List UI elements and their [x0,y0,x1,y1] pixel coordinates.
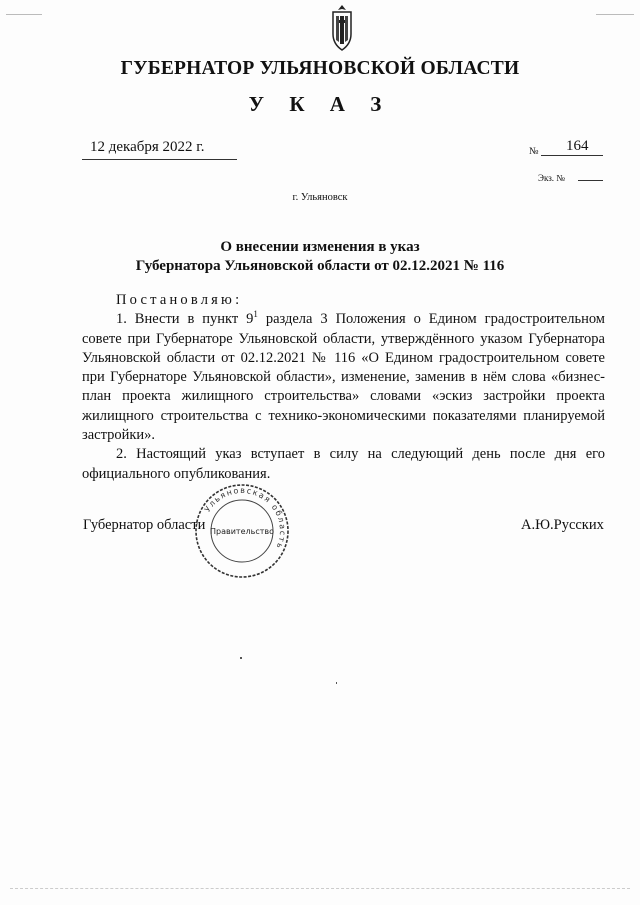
body-text [82,291,605,484]
city: г. Ульяновск [292,192,348,203]
svg-text:Ульяновская область [203,486,287,551]
paragraph-1-superscript: 1 [253,309,258,320]
coat-of-arms-icon [327,4,357,52]
seal-ring-text: Ульяновская область [202,485,288,552]
resolve-line: Постановляю: [116,292,243,308]
document-type: У К А З [248,92,392,116]
document-number: 164 [566,138,589,154]
paragraph-1 [82,310,605,445]
subject-heading [0,238,640,276]
number-underline [541,155,603,156]
signer-name: А.Ю.Русских [521,517,604,533]
official-seal [193,482,291,580]
scan-speck [240,657,242,659]
paragraph-1-rest: раздела 3 Положения о Едином градостроительном совете при Губернаторе Ульяновской области, утверждённого указом Губернатора Ульяновской области от 02.12.2021 № 116 «О Едином градостроительном совете при Губернаторе Ульяновской области», изменение, заменив в нём слова «бизнес-план проекта жилищного строительства» словами «эскиз застройки проекта жилищного строительства с технико-экономическими показателями планируемой застройки». [82,311,605,444]
paragraph-1-start: 1. Внести в пункт 9 [116,311,254,328]
subject-line-1: О внесении изменения в указ [220,239,420,255]
paragraph-2: 2. Настоящий указ вступает в силу на следующий день после дня его официального опубликования. [82,446,605,482]
scan-edge-mark [6,14,42,15]
number-label: № [529,146,539,157]
scan-edge-mark [596,14,634,15]
document-date: 12 декабря 2022 г. [90,139,205,155]
scan-edge-mark [10,888,630,889]
authority-title: ГУБЕРНАТОР УЛЬЯНОВСКОЙ ОБЛАСТИ [120,58,520,79]
copy-number-underline [578,180,603,181]
copy-number-label: Экз. № [538,173,565,183]
scan-speck [336,682,337,684]
seal-center-text: Правительство [210,527,274,536]
subject-line-2: Губернатора Ульяновской области от 02.12.2021 № 116 [135,258,505,274]
signer-title: Губернатор области [83,517,206,533]
date-underline [82,159,237,160]
